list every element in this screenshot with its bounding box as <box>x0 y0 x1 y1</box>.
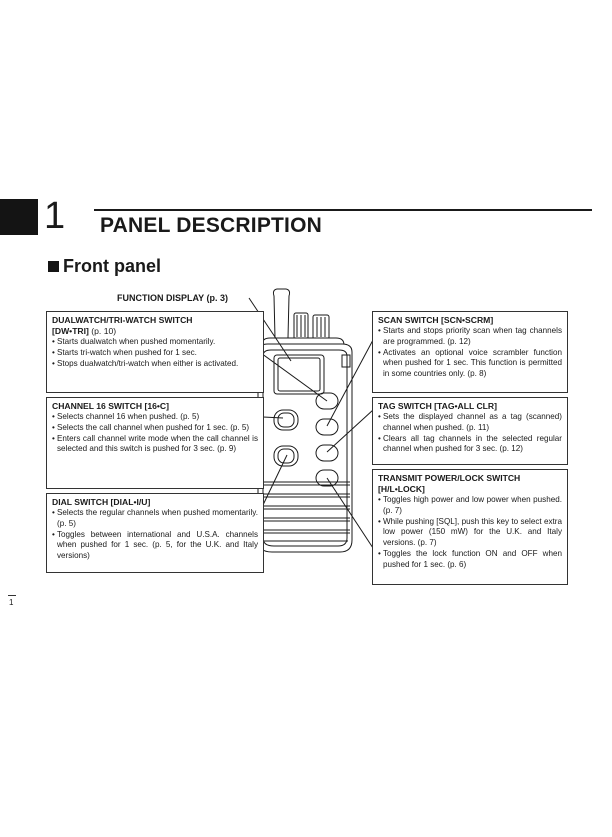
list-item: • Clears all tag channels in the selected regular channel when pushed for 3 sec. (p. 12) <box>378 434 562 456</box>
list-item: • Selects the call channel when pushed for 1 sec. (p. 5) <box>52 423 258 434</box>
channel16-switch-box <box>46 397 264 489</box>
subheading-text: Front panel <box>63 256 161 276</box>
dualwatch-key-label: [DW•TRI] <box>52 326 89 336</box>
list-item: • Selects channel 16 when pushed. (p. 5) <box>52 412 258 423</box>
transmit-title: TRANSMIT POWER/LOCK SWITCH <box>378 473 521 483</box>
page-number-rule <box>8 595 16 596</box>
list-item: • Toggles between international and U.S.A. channels when pushed for 1 sec. (p. 5, for the U.K. and Italy versions) <box>52 530 258 562</box>
list-item: • Toggles high power and low power when pushed. (p. 7) <box>378 495 562 517</box>
list-item: • Activates an optional voice scrambler function when pushed for 1 sec. This function is permitted in some countries only. (p. 8) <box>378 348 562 380</box>
dial-title: DIAL SWITCH [DIAL•I/U] <box>52 497 151 507</box>
page-title: PANEL DESCRIPTION <box>100 214 322 237</box>
dualwatch-title: DUALWATCH/TRI-WATCH SWITCH <box>52 315 193 325</box>
dualwatch-key <box>52 326 258 337</box>
list-item: • Enters call channel write mode when the call channel is selected and this switch is pushed for 3 sec. (p. 9) <box>52 434 258 456</box>
section-number: 1 <box>44 195 66 237</box>
list-item: • Stops dualwatch/tri-watch when either is activated. <box>52 359 258 370</box>
list-item: • Toggles the lock function ON and OFF when pushed for 1 sec. (p. 6) <box>378 549 562 571</box>
channel16-title: CHANNEL 16 SWITCH [16•C] <box>52 401 169 411</box>
transmit-power-switch-box <box>372 469 568 585</box>
list-item: • While pushing [SQL], push this key to select extra low power (150 mW) for the U.K. and Italy versions. (p. 7) <box>378 517 562 549</box>
dial-switch-box <box>46 493 264 573</box>
function-display-label: FUNCTION DISPLAY (p. 3) <box>117 293 229 303</box>
list-item: • Selects the regular channels when pushed momentarily. (p. 5) <box>52 508 258 530</box>
list-item: • Starts and stops priority scan when tag channels are programmed. (p. 12) <box>378 326 562 348</box>
dualwatch-switch-box <box>46 311 264 393</box>
list-item: • Starts dualwatch when pushed momentarily. <box>52 337 258 348</box>
transmit-key: [H/L•LOCK] <box>378 484 425 494</box>
dualwatch-ref: (p. 10) <box>88 326 117 336</box>
tag-title: TAG SWITCH [TAG•ALL CLR] <box>378 401 498 411</box>
page-number: 1 <box>9 598 14 607</box>
list-item: • Starts tri-watch when pushed for 1 sec. <box>52 348 258 359</box>
list-item: • Sets the displayed channel as a tag (scanned) channel when pushed. (p. 11) <box>378 412 562 434</box>
scan-title: SCAN SWITCH [SCN•SCRM] <box>378 315 494 325</box>
tag-switch-box <box>372 397 568 465</box>
scan-switch-box <box>372 311 568 393</box>
